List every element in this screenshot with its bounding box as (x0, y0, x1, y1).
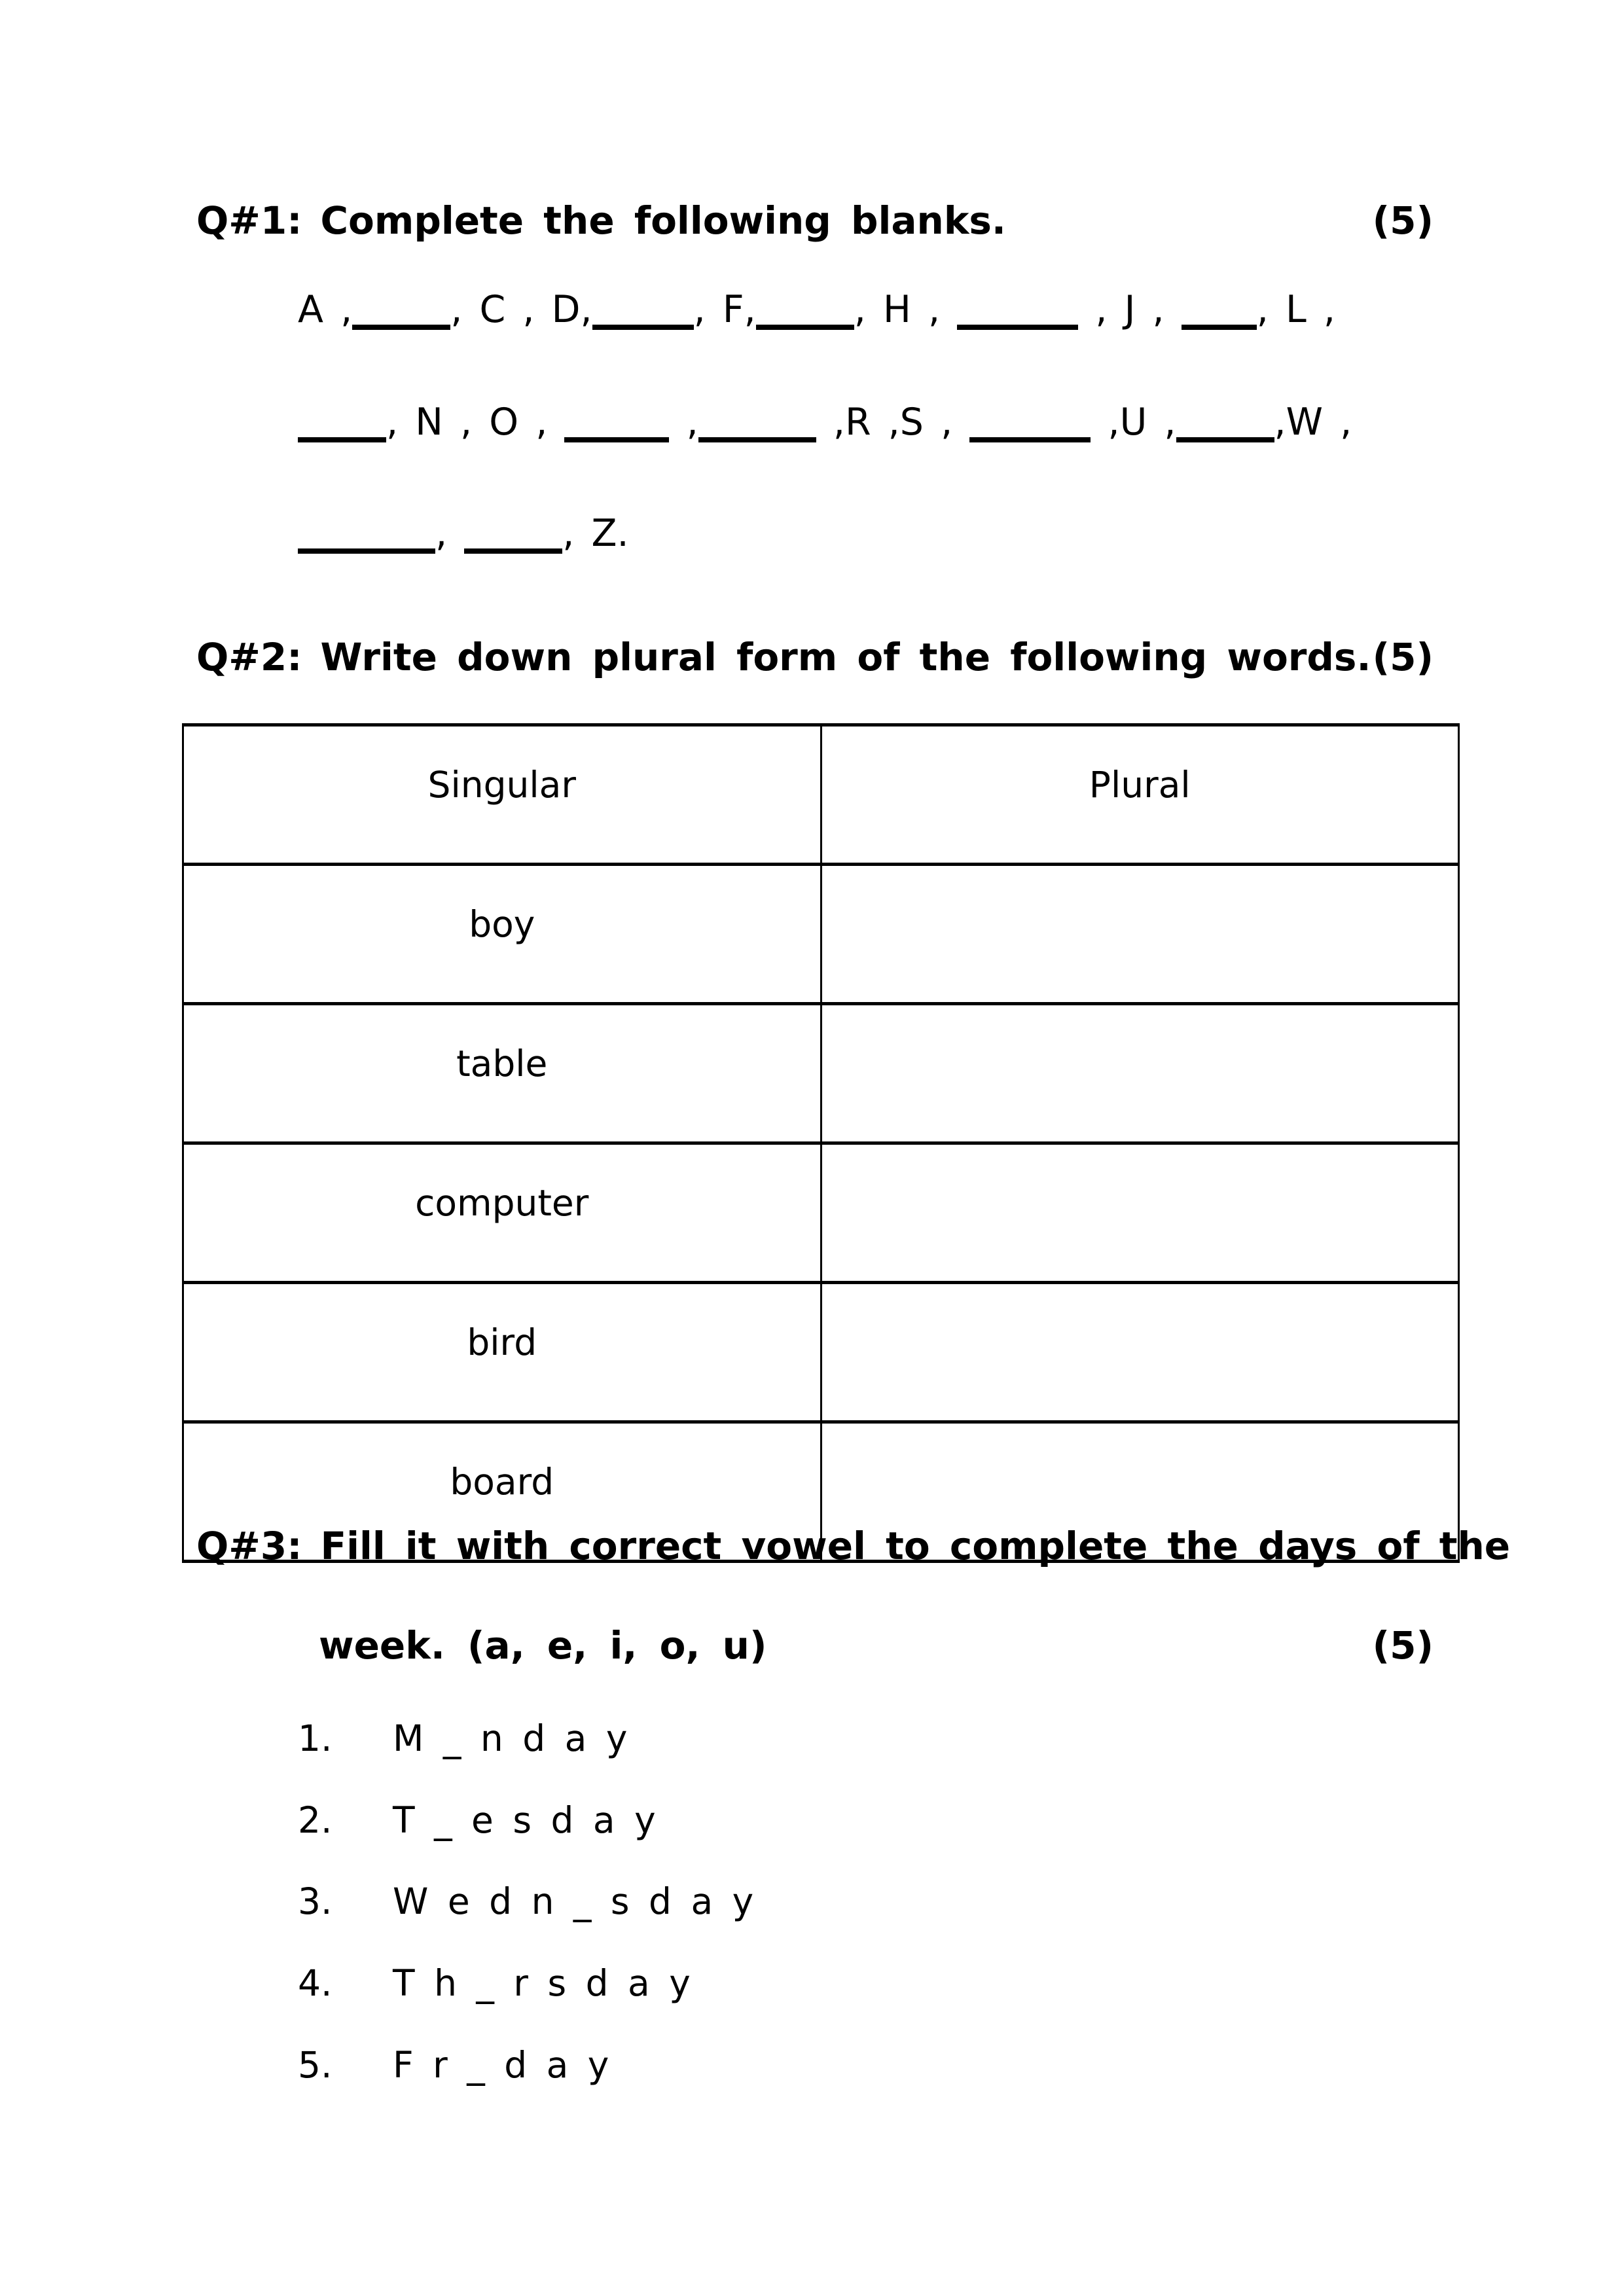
q3-heading (196, 1524, 1511, 1568)
q2-heading-text (196, 635, 1371, 679)
day-item-number: 4. (298, 1962, 333, 2004)
table-row (183, 1004, 1459, 1143)
day-item-number: 2. (298, 1799, 333, 1841)
day-item (298, 1962, 695, 2004)
q1-letters-text: , C , D, (450, 288, 592, 331)
day-item (298, 1880, 757, 1922)
singular-cell: computer (183, 1143, 821, 1283)
q1-answer-blank (564, 437, 669, 442)
q1-letters-text: , Z. (562, 512, 629, 555)
plural-table (182, 723, 1460, 1563)
singular-cell: bird (183, 1283, 821, 1422)
q3-title-line1: Fill it with correct vowel to complete the days of the (320, 1524, 1511, 1568)
q1-letters-text: , (435, 512, 465, 555)
day-item (298, 1717, 631, 1759)
singular-cell: boy (183, 865, 821, 1004)
q1-blank-line-2 (298, 401, 1352, 444)
q1-letters-text: ,R ,S , (816, 401, 970, 444)
q1-letters-text: , F, (693, 288, 756, 331)
q1-letters-text: ,U , (1091, 401, 1176, 444)
day-item-number: 3. (298, 1880, 333, 1922)
q3-heading-text (196, 1524, 1510, 1568)
q1-letters-text: , (669, 401, 698, 444)
q3-marks: (5) (1372, 1623, 1434, 1668)
q1-answer-blank (298, 548, 435, 554)
table-header-cell: Plural (821, 725, 1459, 865)
day-item (298, 1799, 660, 1841)
table-header-cell: Singular (183, 725, 821, 865)
day-item-word: W e d n _ s d a y (393, 1880, 758, 1922)
q1-letters-text: A , (298, 288, 353, 331)
q1-letters-text: , H , (854, 288, 958, 331)
q1-label: Q#1: (196, 198, 302, 243)
day-item (298, 2044, 613, 2086)
day-item-word: T h _ r s d a y (393, 1962, 695, 2004)
q3-label: Q#3: (196, 1524, 302, 1568)
singular-cell: table (183, 1004, 821, 1143)
q1-letters-text: , L , (1256, 288, 1336, 331)
plural-cell (821, 1283, 1459, 1422)
day-item-number: 1. (298, 1717, 333, 1759)
day-item-word: F r _ d a y (393, 2044, 613, 2086)
q2-marks: (5) (1372, 635, 1434, 679)
q1-answer-blank (698, 437, 816, 442)
singular-cell: board (183, 1422, 821, 1562)
table-row (183, 865, 1459, 1004)
q1-letters-text: ,W , (1274, 401, 1352, 444)
q1-answer-blank (1182, 325, 1257, 330)
q1-answer-blank (298, 437, 386, 442)
q1-answer-blank (464, 548, 562, 554)
q1-heading (196, 198, 1434, 243)
q1-answer-blank (756, 325, 854, 330)
q1-answer-blank (592, 325, 694, 330)
plural-cell (821, 865, 1459, 1004)
q1-letters-text: , J , (1078, 288, 1182, 331)
q1-answer-blank (352, 325, 450, 330)
q1-marks: (5) (1372, 198, 1434, 243)
table-row (183, 1143, 1459, 1283)
plural-cell (821, 1004, 1459, 1143)
day-item-word: T _ e s d a y (393, 1799, 660, 1841)
q1-blank-line-1 (298, 288, 1335, 331)
table-row (183, 1283, 1459, 1422)
q1-answer-blank (957, 325, 1078, 330)
q1-answer-blank (969, 437, 1091, 442)
day-item-number: 5. (298, 2044, 333, 2086)
q1-heading-text (196, 198, 1006, 243)
q3-title-line2: week. (a, e, i, o, u) (319, 1623, 767, 1668)
q1-blank-line-3 (298, 512, 629, 555)
q3-heading-line2 (196, 1623, 1434, 1668)
q2-heading (196, 635, 1434, 679)
q2-label: Q#2: (196, 635, 302, 679)
table-header-row (183, 725, 1459, 865)
day-item-word: M _ n d a y (393, 1717, 632, 1759)
plural-cell (821, 1143, 1459, 1283)
q1-letters-text: , N , O , (386, 401, 565, 444)
q1-answer-blank (1176, 437, 1274, 442)
q1-title: Complete the following blanks. (320, 198, 1006, 243)
q2-title: Write down plural form of the following words. (320, 635, 1371, 679)
